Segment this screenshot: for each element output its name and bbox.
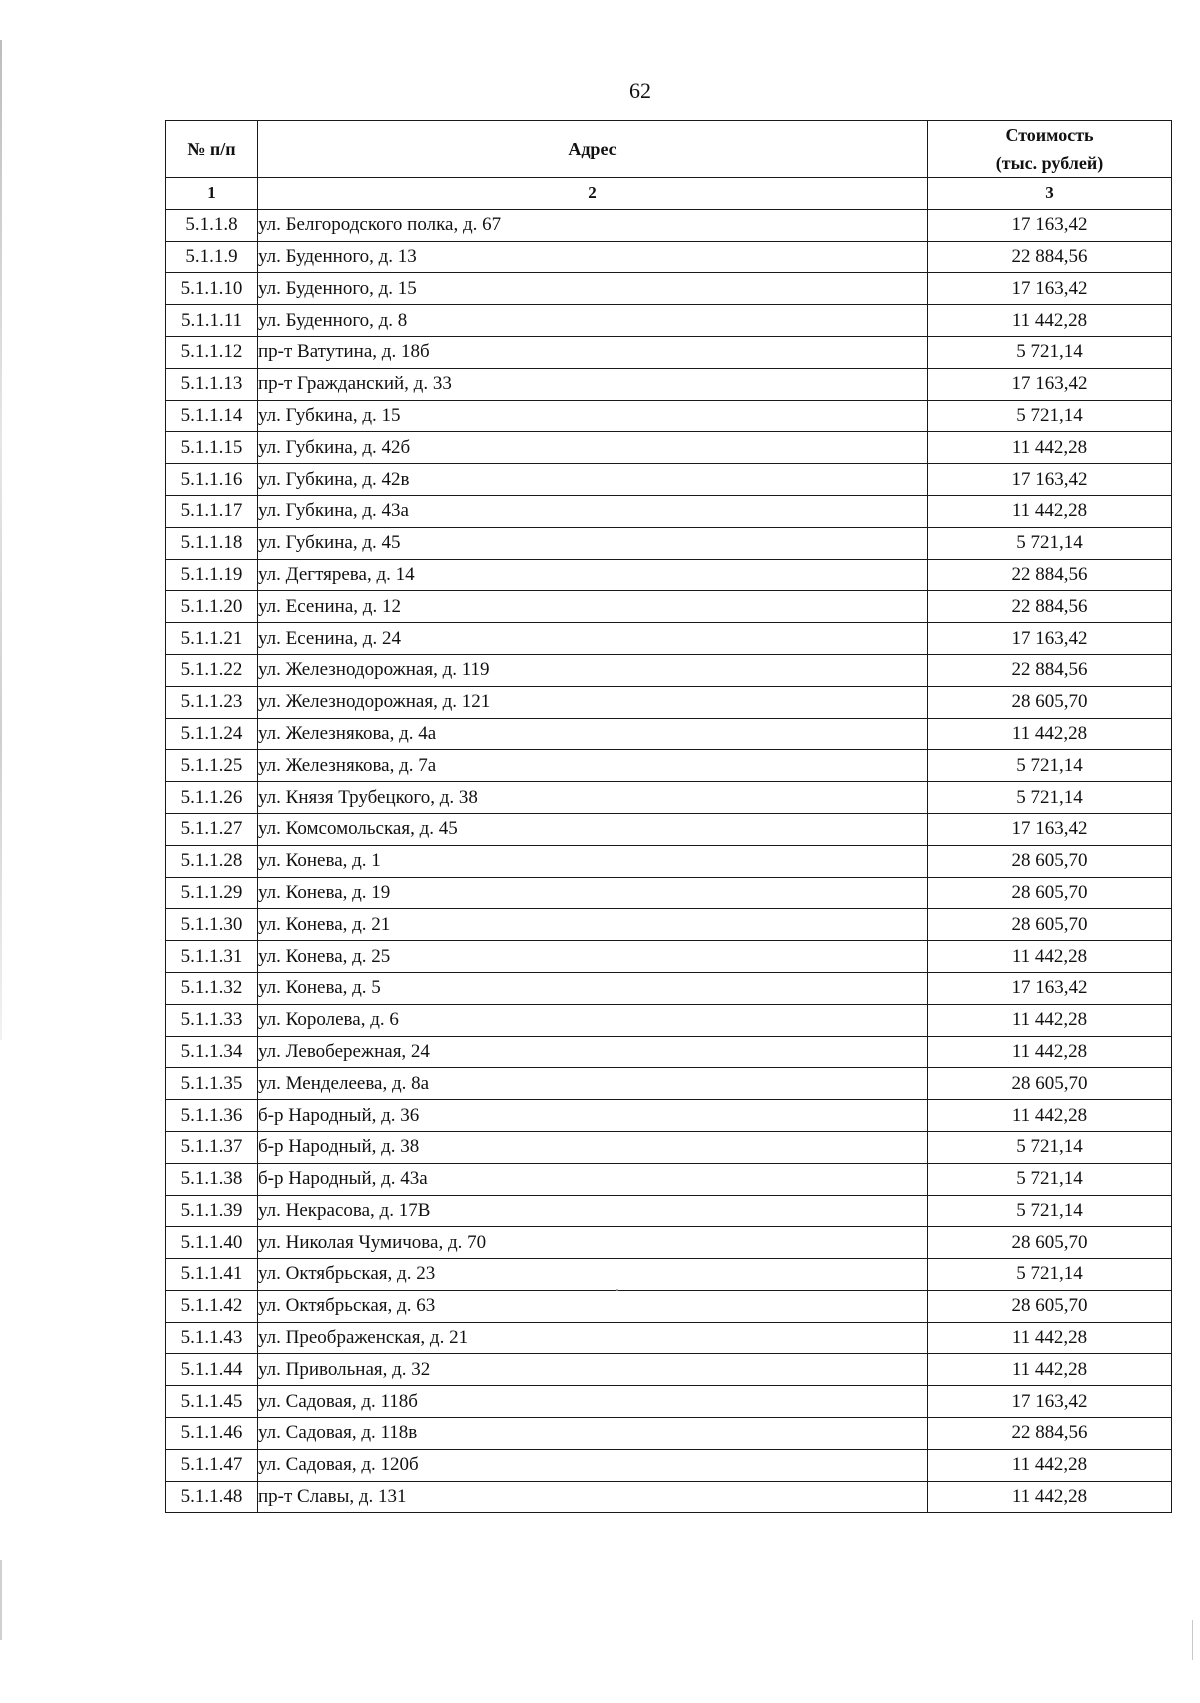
scan-edge-shadow — [0, 40, 2, 1040]
row-number-cell: 5.1.1.11 — [166, 305, 258, 337]
cost-cell: 5 721,14 — [928, 400, 1172, 432]
row-number-cell: 5.1.1.24 — [166, 718, 258, 750]
scan-speck — [616, 1289, 618, 1291]
table-body — [166, 209, 1172, 1513]
address-cell: ул. Октябрьская, д. 63 — [258, 1290, 928, 1322]
address-cell: ул. Менделеева, д. 8а — [258, 1068, 928, 1100]
address-cell: ул. Конева, д. 1 — [258, 845, 928, 877]
address-cell: ул. Губкина, д. 42в — [258, 464, 928, 496]
table-row — [166, 718, 1172, 750]
address-cell: ул. Преображенская, д. 21 — [258, 1322, 928, 1354]
cost-cell: 11 442,28 — [928, 1100, 1172, 1132]
table-row — [166, 813, 1172, 845]
address-cell: ул. Конева, д. 25 — [258, 941, 928, 973]
table-row — [166, 400, 1172, 432]
table-row — [166, 464, 1172, 496]
address-cell: ул. Привольная, д. 32 — [258, 1354, 928, 1386]
address-cell: ул. Садовая, д. 118в — [258, 1418, 928, 1450]
row-number-cell: 5.1.1.39 — [166, 1195, 258, 1227]
table-row — [166, 368, 1172, 400]
header-cost-title: Стоимость — [1005, 125, 1094, 145]
cost-cell: 5 721,14 — [928, 750, 1172, 782]
table-row — [166, 623, 1172, 655]
cost-cell: 11 442,28 — [928, 495, 1172, 527]
address-cell: б-р Народный, д. 43а — [258, 1163, 928, 1195]
header-cost-unit: (тыс. рублей) — [995, 153, 1104, 173]
table-row — [166, 1449, 1172, 1481]
row-number-cell: 5.1.1.47 — [166, 1449, 258, 1481]
row-number-cell: 5.1.1.41 — [166, 1259, 258, 1291]
cost-cell: 17 163,42 — [928, 464, 1172, 496]
table-header-row — [166, 121, 1172, 178]
address-cell: ул. Есенина, д. 24 — [258, 623, 928, 655]
row-number-cell: 5.1.1.46 — [166, 1418, 258, 1450]
table-row — [166, 1163, 1172, 1195]
cost-cell: 17 163,42 — [928, 813, 1172, 845]
table-row — [166, 1259, 1172, 1291]
cost-table — [165, 120, 1172, 1513]
address-cell: ул. Некрасова, д. 17В — [258, 1195, 928, 1227]
row-number-cell: 5.1.1.27 — [166, 813, 258, 845]
cost-cell: 5 721,14 — [928, 336, 1172, 368]
row-number-cell: 5.1.1.38 — [166, 1163, 258, 1195]
row-number-cell: 5.1.1.25 — [166, 750, 258, 782]
address-cell: ул. Октябрьская, д. 23 — [258, 1259, 928, 1291]
cost-cell: 11 442,28 — [928, 1322, 1172, 1354]
table-row — [166, 273, 1172, 305]
address-cell: ул. Конева, д. 19 — [258, 877, 928, 909]
row-number-cell: 5.1.1.12 — [166, 336, 258, 368]
row-number-cell: 5.1.1.23 — [166, 686, 258, 718]
column-number: 2 — [258, 178, 928, 210]
row-number-cell: 5.1.1.31 — [166, 941, 258, 973]
row-number-cell: 5.1.1.33 — [166, 1004, 258, 1036]
table-row — [166, 559, 1172, 591]
cost-cell: 17 163,42 — [928, 368, 1172, 400]
address-cell: ул. Губкина, д. 45 — [258, 527, 928, 559]
cost-cell: 11 442,28 — [928, 1449, 1172, 1481]
cost-cell: 22 884,56 — [928, 241, 1172, 273]
cost-cell: 11 442,28 — [928, 305, 1172, 337]
address-cell: б-р Народный, д. 36 — [258, 1100, 928, 1132]
table-row — [166, 495, 1172, 527]
table-row — [166, 1004, 1172, 1036]
row-number-cell: 5.1.1.43 — [166, 1322, 258, 1354]
table-row — [166, 972, 1172, 1004]
row-number-cell: 5.1.1.44 — [166, 1354, 258, 1386]
row-number-cell: 5.1.1.28 — [166, 845, 258, 877]
cost-cell: 28 605,70 — [928, 845, 1172, 877]
address-cell: ул. Николая Чумичова, д. 70 — [258, 1227, 928, 1259]
address-cell: ул. Левобережная, 24 — [258, 1036, 928, 1068]
table-row — [166, 1195, 1172, 1227]
row-number-cell: 5.1.1.18 — [166, 527, 258, 559]
column-number: 3 — [928, 178, 1172, 210]
table-row — [166, 941, 1172, 973]
table-row — [166, 686, 1172, 718]
cost-cell: 5 721,14 — [928, 1131, 1172, 1163]
row-number-cell: 5.1.1.15 — [166, 432, 258, 464]
row-number-cell: 5.1.1.35 — [166, 1068, 258, 1100]
address-cell: ул. Буденного, д. 15 — [258, 273, 928, 305]
cost-cell: 5 721,14 — [928, 527, 1172, 559]
row-number-cell: 5.1.1.10 — [166, 273, 258, 305]
table-row — [166, 1227, 1172, 1259]
row-number-cell: 5.1.1.37 — [166, 1131, 258, 1163]
cost-cell: 5 721,14 — [928, 1195, 1172, 1227]
row-number-cell: 5.1.1.20 — [166, 591, 258, 623]
address-cell: б-р Народный, д. 38 — [258, 1131, 928, 1163]
column-number: 1 — [166, 178, 258, 210]
row-number-cell: 5.1.1.42 — [166, 1290, 258, 1322]
address-cell: ул. Садовая, д. 118б — [258, 1386, 928, 1418]
page-number: 62 — [629, 78, 651, 103]
cost-cell: 5 721,14 — [928, 1259, 1172, 1291]
row-number-cell: 5.1.1.26 — [166, 782, 258, 814]
table-row — [166, 845, 1172, 877]
row-number-cell: 5.1.1.9 — [166, 241, 258, 273]
address-cell: ул. Комсомольская, д. 45 — [258, 813, 928, 845]
table-row — [166, 1322, 1172, 1354]
address-cell: ул. Буденного, д. 13 — [258, 241, 928, 273]
address-cell: ул. Губкина, д. 43а — [258, 495, 928, 527]
table-row — [166, 1418, 1172, 1450]
table-row — [166, 1290, 1172, 1322]
cost-cell: 11 442,28 — [928, 432, 1172, 464]
cost-cell: 11 442,28 — [928, 941, 1172, 973]
table-row — [166, 1354, 1172, 1386]
row-number-cell: 5.1.1.36 — [166, 1100, 258, 1132]
cost-cell: 11 442,28 — [928, 1354, 1172, 1386]
table-row — [166, 1386, 1172, 1418]
address-cell: пр-т Ватутина, д. 18б — [258, 336, 928, 368]
cost-cell: 28 605,70 — [928, 877, 1172, 909]
row-number-cell: 5.1.1.40 — [166, 1227, 258, 1259]
address-cell: ул. Есенина, д. 12 — [258, 591, 928, 623]
address-cell: ул. Конева, д. 5 — [258, 972, 928, 1004]
row-number-cell: 5.1.1.45 — [166, 1386, 258, 1418]
row-number-cell: 5.1.1.13 — [166, 368, 258, 400]
cost-cell: 28 605,70 — [928, 1068, 1172, 1100]
address-cell: ул. Железнякова, д. 7а — [258, 750, 928, 782]
cost-cell: 28 605,70 — [928, 1227, 1172, 1259]
row-number-cell: 5.1.1.29 — [166, 877, 258, 909]
table-row — [166, 591, 1172, 623]
cost-cell: 5 721,14 — [928, 1163, 1172, 1195]
cost-cell: 28 605,70 — [928, 1290, 1172, 1322]
table-row — [166, 909, 1172, 941]
address-cell: ул. Железнодорожная, д. 119 — [258, 654, 928, 686]
cost-cell: 28 605,70 — [928, 909, 1172, 941]
cost-cell: 22 884,56 — [928, 559, 1172, 591]
cost-cell: 17 163,42 — [928, 1386, 1172, 1418]
column-number-row — [166, 178, 1172, 210]
table-row — [166, 1068, 1172, 1100]
row-number-cell: 5.1.1.21 — [166, 623, 258, 655]
header-cost — [928, 121, 1172, 178]
table-row — [166, 750, 1172, 782]
cost-cell: 17 163,42 — [928, 273, 1172, 305]
row-number-cell: 5.1.1.8 — [166, 209, 258, 241]
address-cell: ул. Белгородского полка, д. 67 — [258, 209, 928, 241]
table-row — [166, 305, 1172, 337]
address-cell: ул. Дегтярева, д. 14 — [258, 559, 928, 591]
table-row — [166, 877, 1172, 909]
table-row — [166, 241, 1172, 273]
row-number-cell: 5.1.1.17 — [166, 495, 258, 527]
address-cell: пр-т Славы, д. 131 — [258, 1481, 928, 1513]
row-number-cell: 5.1.1.34 — [166, 1036, 258, 1068]
cost-cell: 5 721,14 — [928, 782, 1172, 814]
address-cell: ул. Буденного, д. 8 — [258, 305, 928, 337]
table-row — [166, 1100, 1172, 1132]
row-number-cell: 5.1.1.30 — [166, 909, 258, 941]
cost-cell: 17 163,42 — [928, 623, 1172, 655]
row-number-cell: 5.1.1.16 — [166, 464, 258, 496]
cost-cell: 22 884,56 — [928, 654, 1172, 686]
header-index: № п/п — [166, 121, 258, 178]
row-number-cell: 5.1.1.19 — [166, 559, 258, 591]
address-cell: пр-т Гражданский, д. 33 — [258, 368, 928, 400]
table-row — [166, 527, 1172, 559]
cost-cell: 17 163,42 — [928, 209, 1172, 241]
table-row — [166, 654, 1172, 686]
address-cell: ул. Железнодорожная, д. 121 — [258, 686, 928, 718]
table-row — [166, 209, 1172, 241]
header-address: Адрес — [258, 121, 928, 178]
cost-cell: 11 442,28 — [928, 1481, 1172, 1513]
address-cell: ул. Конева, д. 21 — [258, 909, 928, 941]
cost-cell: 11 442,28 — [928, 718, 1172, 750]
cost-cell: 11 442,28 — [928, 1004, 1172, 1036]
address-cell: ул. Князя Трубецкого, д. 38 — [258, 782, 928, 814]
address-cell: ул. Железнякова, д. 4а — [258, 718, 928, 750]
address-cell: ул. Королева, д. 6 — [258, 1004, 928, 1036]
table-row — [166, 1131, 1172, 1163]
scan-edge-shadow — [1192, 1620, 1193, 1660]
cost-cell: 11 442,28 — [928, 1036, 1172, 1068]
row-number-cell: 5.1.1.48 — [166, 1481, 258, 1513]
cost-cell: 22 884,56 — [928, 1418, 1172, 1450]
scan-edge-shadow — [0, 1560, 2, 1640]
address-cell: ул. Губкина, д. 42б — [258, 432, 928, 464]
address-cell: ул. Садовая, д. 120б — [258, 1449, 928, 1481]
table-row — [166, 336, 1172, 368]
table-row — [166, 1036, 1172, 1068]
row-number-cell: 5.1.1.32 — [166, 972, 258, 1004]
cost-cell: 17 163,42 — [928, 972, 1172, 1004]
table-row — [166, 782, 1172, 814]
table-row — [166, 432, 1172, 464]
address-cell: ул. Губкина, д. 15 — [258, 400, 928, 432]
row-number-cell: 5.1.1.22 — [166, 654, 258, 686]
row-number-cell: 5.1.1.14 — [166, 400, 258, 432]
table-row — [166, 1481, 1172, 1513]
cost-cell: 22 884,56 — [928, 591, 1172, 623]
cost-cell: 28 605,70 — [928, 686, 1172, 718]
